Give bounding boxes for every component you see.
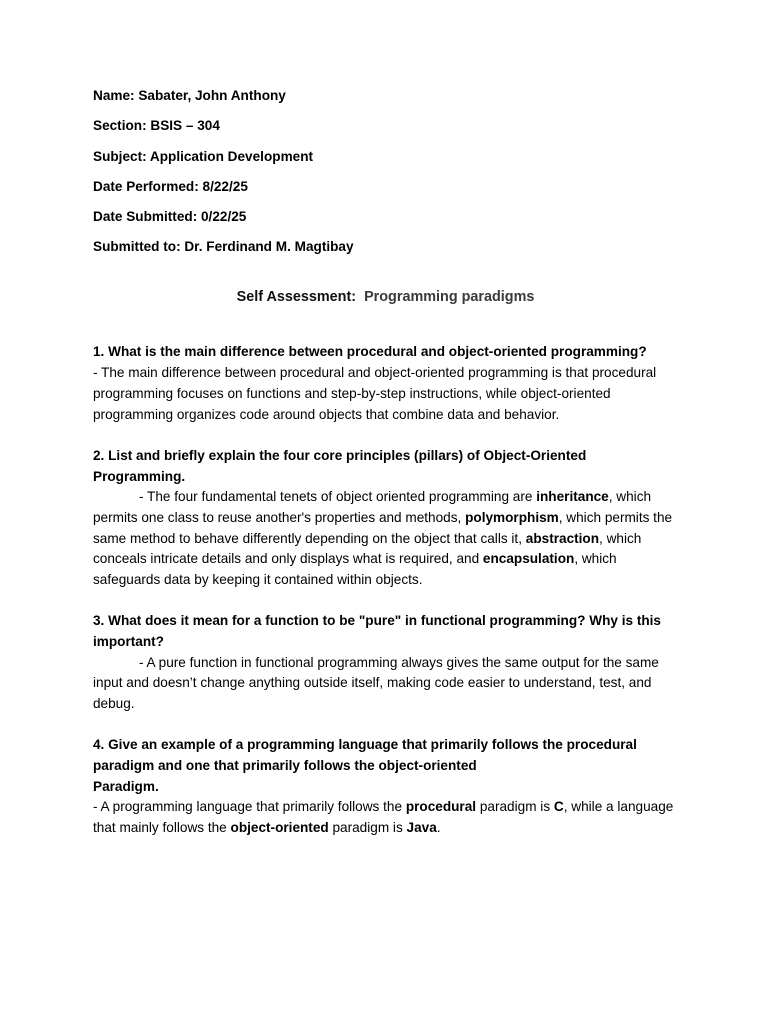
title-label: Self Assessment:	[236, 289, 357, 306]
question-line: 4. Give an example of a programming language that primarily follows the procedural paradigm and one that primarily follows the object-oriented	[93, 737, 637, 773]
question-block-1	[93, 342, 678, 425]
subject: Subject: Application Development	[93, 148, 314, 164]
answer-keyword: object-oriented	[230, 820, 329, 836]
answer-keyword: polymorphism	[465, 509, 559, 525]
answer-segment: , which safeguards data by keeping it contained within objects.	[93, 551, 617, 588]
submitted-to: Submitted to: Dr. Ferdinand M. Magtibay	[93, 239, 354, 255]
question-block-3	[93, 611, 678, 715]
answer-segment: , which permits the same method to behave differently depending on the object that calls it,	[93, 509, 673, 546]
document-title	[93, 287, 678, 307]
answer-segment: .	[436, 820, 441, 836]
answer-text	[93, 487, 678, 591]
date-submitted: Date Submitted: 0/22/25	[93, 209, 247, 225]
answer-text	[93, 797, 678, 838]
answer-segment: - The four fundamental tenets of object oriented programming are	[139, 489, 537, 505]
answer-segment: , which conceals intricate details and only displays what is required, and	[93, 530, 642, 567]
section: Section: BSIS – 304	[93, 118, 220, 134]
answer-keyword: procedural	[405, 799, 477, 815]
date-performed: Date Performed: 8/22/25	[93, 178, 248, 194]
question-line: Paradigm.	[93, 778, 159, 794]
answer-text	[93, 653, 678, 715]
question-text: 2. List and briefly explain the four core principles (pillars) of Object-Oriented Programming.	[93, 447, 587, 484]
answer-segment: paradigm is	[328, 820, 407, 836]
answer-segment: - A programming language that primarily follows the	[93, 799, 406, 815]
question-block-2	[93, 446, 678, 591]
answer-segment: , while a language that mainly follows the	[93, 799, 674, 836]
answer-segment: paradigm is	[476, 799, 554, 815]
question-block-4	[93, 735, 678, 839]
answer-keyword: inheritance	[536, 489, 609, 505]
question-text: 1. What is the main difference between procedural and object-oriented programming?	[93, 344, 647, 360]
question-text: 3. What does it mean for a function to be "pure" in functional programming? Why is this important?	[93, 613, 661, 649]
document-page	[93, 86, 678, 839]
answer-segment: , which permits one class to reuse another's properties and methods,	[93, 489, 652, 525]
answer-keyword: Java	[406, 820, 437, 836]
answer-text: - The main difference between procedural and object-oriented programming is that procedural programming focuses on functions and step-by-step instructions, while object-oriented programming organizes code around objects that combine data and behavior.	[93, 365, 657, 422]
student-name: Name: Sabater, John Anthony	[93, 88, 286, 103]
answer-keyword: abstraction	[525, 530, 600, 546]
title-topic: Programming paradigms	[364, 289, 535, 306]
question-text	[93, 735, 678, 797]
answer-keyword: encapsulation	[482, 551, 575, 567]
answer-segment: - A pure function in functional programming always gives the same output for the same input and doesn’t change anything outside itself, making code easier to understand, test, and debug.	[93, 654, 659, 712]
answer-keyword: C	[553, 799, 564, 815]
header-block	[93, 86, 678, 257]
